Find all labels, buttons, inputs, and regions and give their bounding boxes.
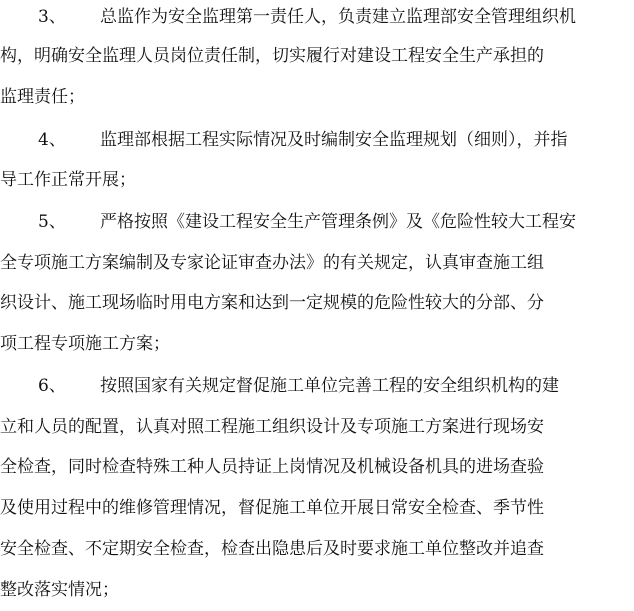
item-6-line-5: 安全检查、不定期安全检查，检查出隐患后及时要求施工单位整改并追查 — [0, 539, 544, 559]
item-3-line-1 — [0, 6, 634, 28]
item-5-number: 5、 — [38, 212, 66, 232]
item-6-line-3: 全检查，同时检查特殊工种人员持证上岗情况及机械设备机具的进场查验 — [0, 457, 544, 477]
item-3-number: 3、 — [38, 7, 66, 27]
item-4-text-1: 监理部根据工程实际情况及时编制安全监理规划（细则），并指 — [100, 130, 568, 150]
item-5-text-1: 严格按照《建设工程安全生产管理条例》及《危险性较大工程安 — [100, 212, 576, 232]
item-6-line-1 — [0, 375, 634, 397]
item-4-line-1 — [0, 129, 634, 151]
item-4-number: 4、 — [38, 130, 66, 150]
item-6-line-4: 及使用过程中的维修管理情况，督促施工单位开展日常安全检查、季节性 — [0, 498, 544, 518]
item-6-text-1: 按照国家有关规定督促施工单位完善工程的安全组织机构的建 — [100, 376, 559, 396]
item-5-line-1 — [0, 211, 634, 233]
item-3-line-2: 构，明确安全监理人员岗位责任制，切实履行对建设工程安全生产承担的 — [0, 46, 544, 66]
item-5-line-3: 织设计、施工现场临时用电方案和达到一定规模的危险性较大的分部、分 — [0, 293, 544, 313]
item-6-line-2: 立和人员的配置，认真对照工程施工组织设计及专项施工方案进行现场安 — [0, 417, 544, 437]
item-5-line-2: 全专项施工方案编制及专家论证审查办法》的有关规定，认真审查施工组 — [0, 253, 544, 273]
item-4-line-2: 导工作正常开展； — [0, 170, 136, 190]
item-6-line-6: 整改落实情况； — [0, 580, 119, 600]
item-5-line-4: 项工程专项施工方案； — [0, 334, 170, 354]
item-3-text-1: 总监作为安全监理第一责任人，负责建立监理部安全管理组织机 — [100, 7, 576, 27]
item-6-number: 6、 — [38, 376, 66, 396]
item-3-line-3: 监理责任； — [0, 87, 85, 107]
